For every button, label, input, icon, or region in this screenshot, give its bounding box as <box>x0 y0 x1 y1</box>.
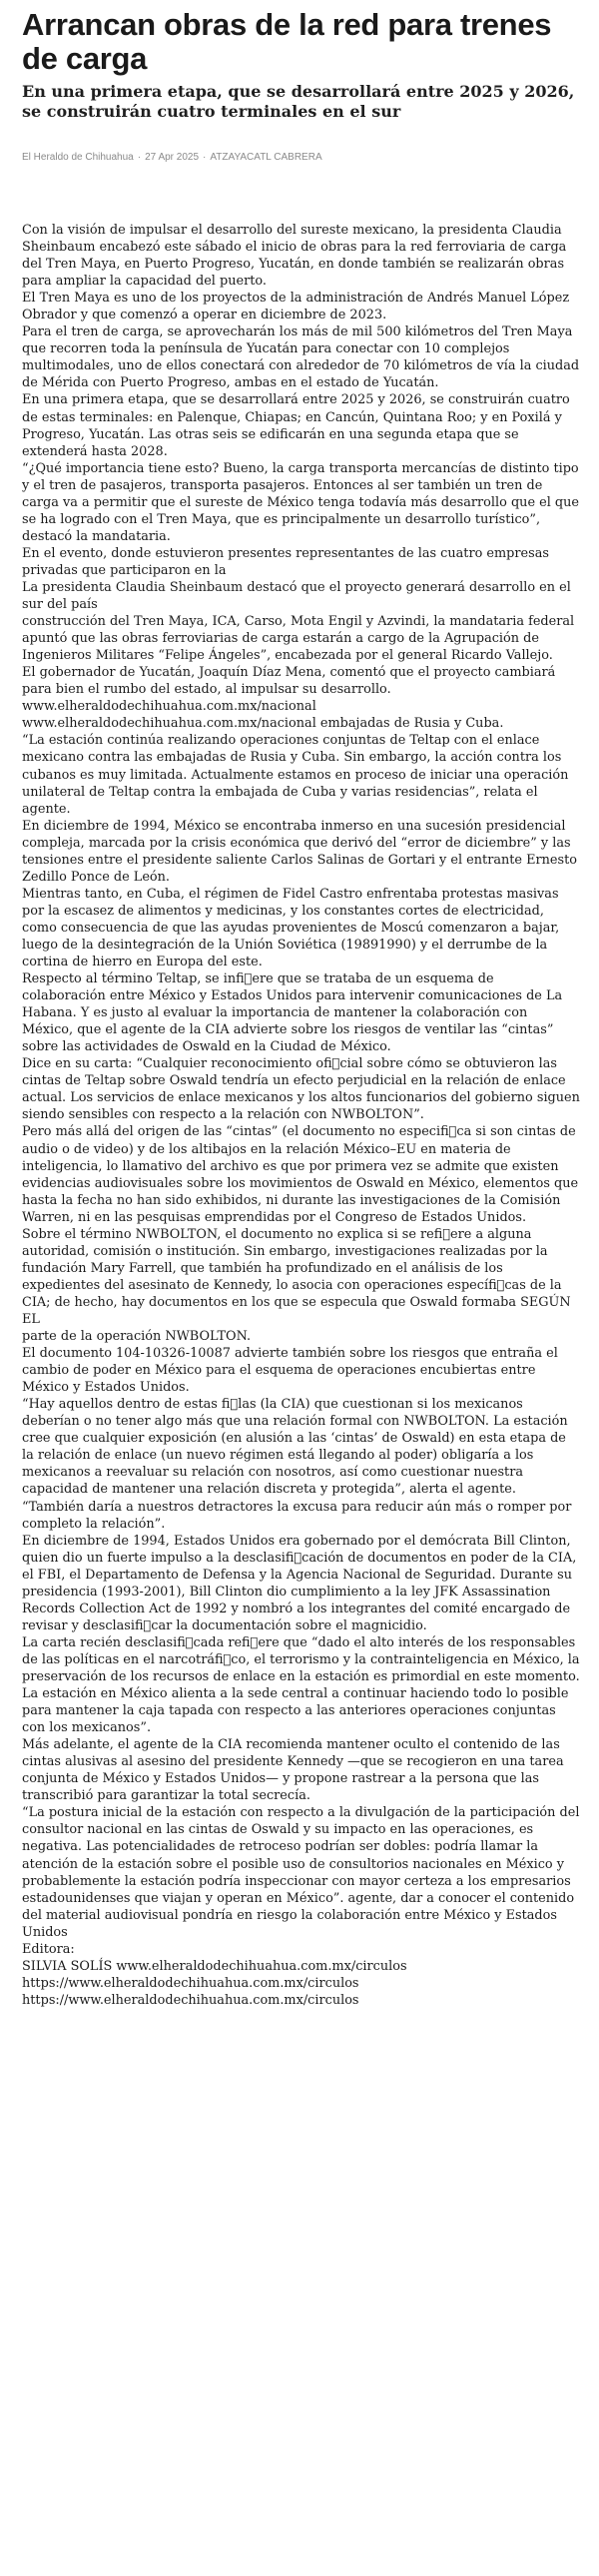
article-paragraph: “La estación continúa realizando operaciones conjuntas de Teltap con el enlace mexicano contra las embajadas de Rusia y Cuba. Sin embargo, la acción contra los cubanos es muy limitada. Actualmente estamos en proceso de iniciar una operación unilateral de Teltap contra la embajada de Cuba y varias residencias”, relata el agente. <box>22 733 569 817</box>
article-body <box>22 222 581 2009</box>
article-paragraph: www.elheraldodechihuahua.com.mx/nacional embajadas de Rusia y Cuba. <box>22 716 504 732</box>
article-paragraph: https://www.elheraldodechihuahua.com.mx/circulos <box>22 1975 359 1991</box>
article-paragraph: parte de la operación NWBOLTON. <box>22 1329 252 1345</box>
article-paragraph: Dice en su carta: “Cualquier reconocimiento ofi￿cial sobre cómo se obtuvieron las cintas de Teltap sobre Oswald tendría un efecto perjudicial en la relación de enlace actual. Los servicios de enlace mexicanos y los altos funcionarios del gobierno siguen siendo sensibles con respecto a la relación con NWBOLTON”. <box>22 1056 580 1123</box>
article-paragraph: Con la visión de impulsar el desarrollo del sureste mexicano, la presidenta Claudia Sheinbaum encabezó este sábado el inicio de obras para la red ferroviaria de carga del Tren Maya, en Puerto Progreso, Yucatán, en donde también se realizarán obras para ampliar la capacidad del puerto. <box>22 223 567 290</box>
byline-separator: · <box>137 151 142 163</box>
article-paragraph: Pero más allá del origen de las “cintas” (el documento no especifi￿ca si son cintas de audio o de video) y de los altibajos en la relación México–EU en materia de inteligencia, lo llamativo del archivo es que por primera vez se admite que existen evidencias audiovisuales sobre los movimientos de Oswald en México, elementos que hasta la fecha no han sido exhibidos, ni durante las investigaciones de la Comisión Warren, ni en las pesquisas emprendidas por el Congreso de Estados Unidos. <box>22 1124 579 1225</box>
article-paragraph: https://www.elheraldodechihuahua.com.mx/circulos <box>22 1992 359 2008</box>
article-paragraph: Más adelante, el agente de la CIA recomienda mantener oculto el contenido de las cintas alusivas al asesino del presidente Kennedy —que se recogieron en una tarea conjunta de México y Estados Unidos— y propone rastrear a la persona que las transcribió para garantizar la total secrecía. <box>22 1737 564 1804</box>
article-paragraph: El documento 104-10326-10087 advierte también sobre los riesgos que entraña el cambio de poder en México para el esquema de operaciones encubiertas entre México y Estados Unidos. <box>22 1346 558 1396</box>
article-paragraph: En diciembre de 1994, Estados Unidos era gobernado por el demócrata Bill Clinton, quien dio un fuerte impulso a la desclasifi￿cación de documentos en poder de la CIA, el FBI, el Departamento de Defensa y la Agencia Nacional de Seguridad. Durante su presidencia (1993-2001), Bill Clinton dio cumplimiento a la ley JFK Assassination Records Collection Act de 1992 y nombró a los integrantes del comité encargado de revisar y desclasifi￿car la documentación sobre el magnicidio. <box>22 1533 577 1633</box>
article-paragraph: www.elheraldodechihuahua.com.mx/nacional <box>22 699 316 715</box>
article-paragraph: “Hay aquellos dentro de estas fi￿las (la CIA) que cuestionan si los mexicanos deberían o no tener algo más que una relación formal con NWBOLTON. La estación cree que cualquier exposición (en alusión a las ‘cintas’ de Oswald) en esta etapa de la relación de enlace (un nuevo régimen está llegando al poder) obligaría a los mexicanos a reevaluar su relación con nosotros, así como cuestionar nuestra capacidad de mantener una relación discreta y protegida”, alerta el agente. “También daría a nuestros detractores la excusa para reducir aún más o romper por completo la relación”. <box>22 1397 572 1532</box>
byline-source: El Heraldo de Chihuahua <box>22 151 134 163</box>
byline-separator: · <box>203 151 207 163</box>
article-paragraph: El Tren Maya es uno de los proyectos de la administración de Andrés Manuel López Obrador y que comenzó a operar en diciembre de 2023. <box>22 291 570 323</box>
article-paragraph: En el evento, donde estuvieron presentes representantes de las cuatro empresas privadas que participaron en la <box>22 545 549 578</box>
article-paragraph: En diciembre de 1994, México se encontraba inmerso en una sucesión presidencial compleja, marcada por la crisis económica que derivó del “error de diciembre” y las tensiones entre el presidente saliente Carlos Salinas de Gortari y el entrante Ernesto Zedillo Ponce de León. <box>22 818 577 885</box>
article-paragraph: Respecto al término Teltap, se infi￿ere que se trataba de un esquema de colaboración entre México y Estados Unidos para intervenir comunicaciones de La Habana. Y es justo al evaluar la importancia de mantener la colaboración con México, que el agente de la CIA advierte sobre los riesgos de ventilar las “cintas” sobre las actividades de Oswald en la Ciudad de México. <box>22 971 563 1055</box>
article-paragraph: Mientras tanto, en Cuba, el régimen de Fidel Castro enfrentaba protestas masivas por la escasez de alimentos y medicinas, y los constantes cortes de electricidad, como consecuencia de que las ayudas provenientes de Moscú comenzaron a bajar, luego de la desintegración de la Unión Soviética (19891990) y el derrumbe de la cortina de hierro en Europa del este. <box>22 886 560 970</box>
byline-date: 27 Apr 2025 <box>145 151 200 163</box>
article-subtitle: En una primera etapa, que se desarrollará entre 2025 y 2026, se construirán cuatro terminales en el sur <box>22 82 575 121</box>
article-headline: Arrancan obras de la red para trenes de carga <box>22 7 552 76</box>
byline-author: ATZAYACATL CABRERA <box>210 151 322 163</box>
article-paragraph: Sobre el término NWBOLTON, el documento no explica si se refi￿ere a alguna autoridad, comisión o institución. Sin embargo, investigaciones realizadas por la fundación Mary Farrell, que también ha profundizado en el análisis de los expedientes del asesinato de Kennedy, lo asocia con operaciones específi￿cas de la CIA; de hecho, hay documentos en los que se especula que Oswald formaba SEGÚN EL <box>22 1226 571 1327</box>
article-paragraph: Para el tren de carga, se aprovecharán los más de mil 500 kilómetros del Tren Maya que recorren toda la península de Yucatán para conectar con 10 complejos multimodales, uno de ellos conectará con alrededor de 70 kilómetros de vía la ciudad de Mérida con Puerto Progreso, ambas en el estado de Yucatán. <box>22 324 580 391</box>
article-paragraph: El gobernador de Yucatán, Joaquín Díaz Mena, comentó que el proyecto cambiará para bien el rumbo del estado, al impulsar su desarrollo. <box>22 665 556 698</box>
article-paragraph: construcción del Tren Maya, ICA, Carso, Mota Engil y Azvindi, la mandataria federal apuntó que las obras ferroviarias de carga estarán a cargo de la Agrupación de Ingenieros Militares “Felipe Ángeles”, encabezada por el general Ricardo Vallejo. <box>22 614 575 664</box>
article-paragraph: “La postura inicial de la estación con respecto a la divulgación de la participación del consultor nacional en las cintas de Oswald y su impacto en las operaciones, es negativa. Las potencialidades de retroceso podrían ser dobles: podría llamar la atención de la estación sobre el posible uso de consultorios nacionales en México y probablemente la estación podría inspeccionar con mayor certeza a los empresarios estadounidenses que viajan y operan en México”. agente, dar a conocer el contenido del material audiovisual pondría en riesgo la colaboración entre México y Estados Unidos <box>22 1805 580 1940</box>
byline <box>22 150 581 164</box>
article-paragraph: “¿Qué importancia tiene esto? Bueno, la carga transporta mercancías de distinto tipo y el tren de pasajeros, transporta pasajeros. Entonces al ser también un tren de carga va a permitir que el sureste de México tenga todavía más desarrollo que el que se ha logrado con el Tren Maya, que es principalmente un desarrollo turístico”, destacó la mandataria. <box>22 460 580 544</box>
article-paragraph: En una primera etapa, que se desarrollará entre 2025 y 2026, se construirán cuatro de estas terminales: en Palenque, Chiapas; en Cancún, Quintana Roo; y en Poxilá y Progreso, Yucatán. Las otras seis se edificarán en una segunda etapa que se extenderá hasta 2028. <box>22 392 570 459</box>
article-paragraph: La presidenta Claudia Sheinbaum destacó que el proyecto generará desarrollo en el sur del país <box>22 579 571 613</box>
article-paragraph: Editora: <box>22 1941 75 1957</box>
article-paragraph: La carta recién desclasifi￿cada refi￿ere que “dado el alto interés de los responsables de las políticas en el narcotráfi￿co, el terrorismo y la contrainteligencia en México, la preservación de los recursos de enlace en la estación es primordial en este momento. La estación en México alienta a la sede central a continuar haciendo todo lo posible para mantener la caja tapada con respecto a las anteriores operaciones conjuntas con los mexicanos”. <box>22 1634 580 1736</box>
article-paragraph: SILVIA SOLÍS www.elheraldodechihuahua.com.mx/circulos <box>22 1958 407 1974</box>
